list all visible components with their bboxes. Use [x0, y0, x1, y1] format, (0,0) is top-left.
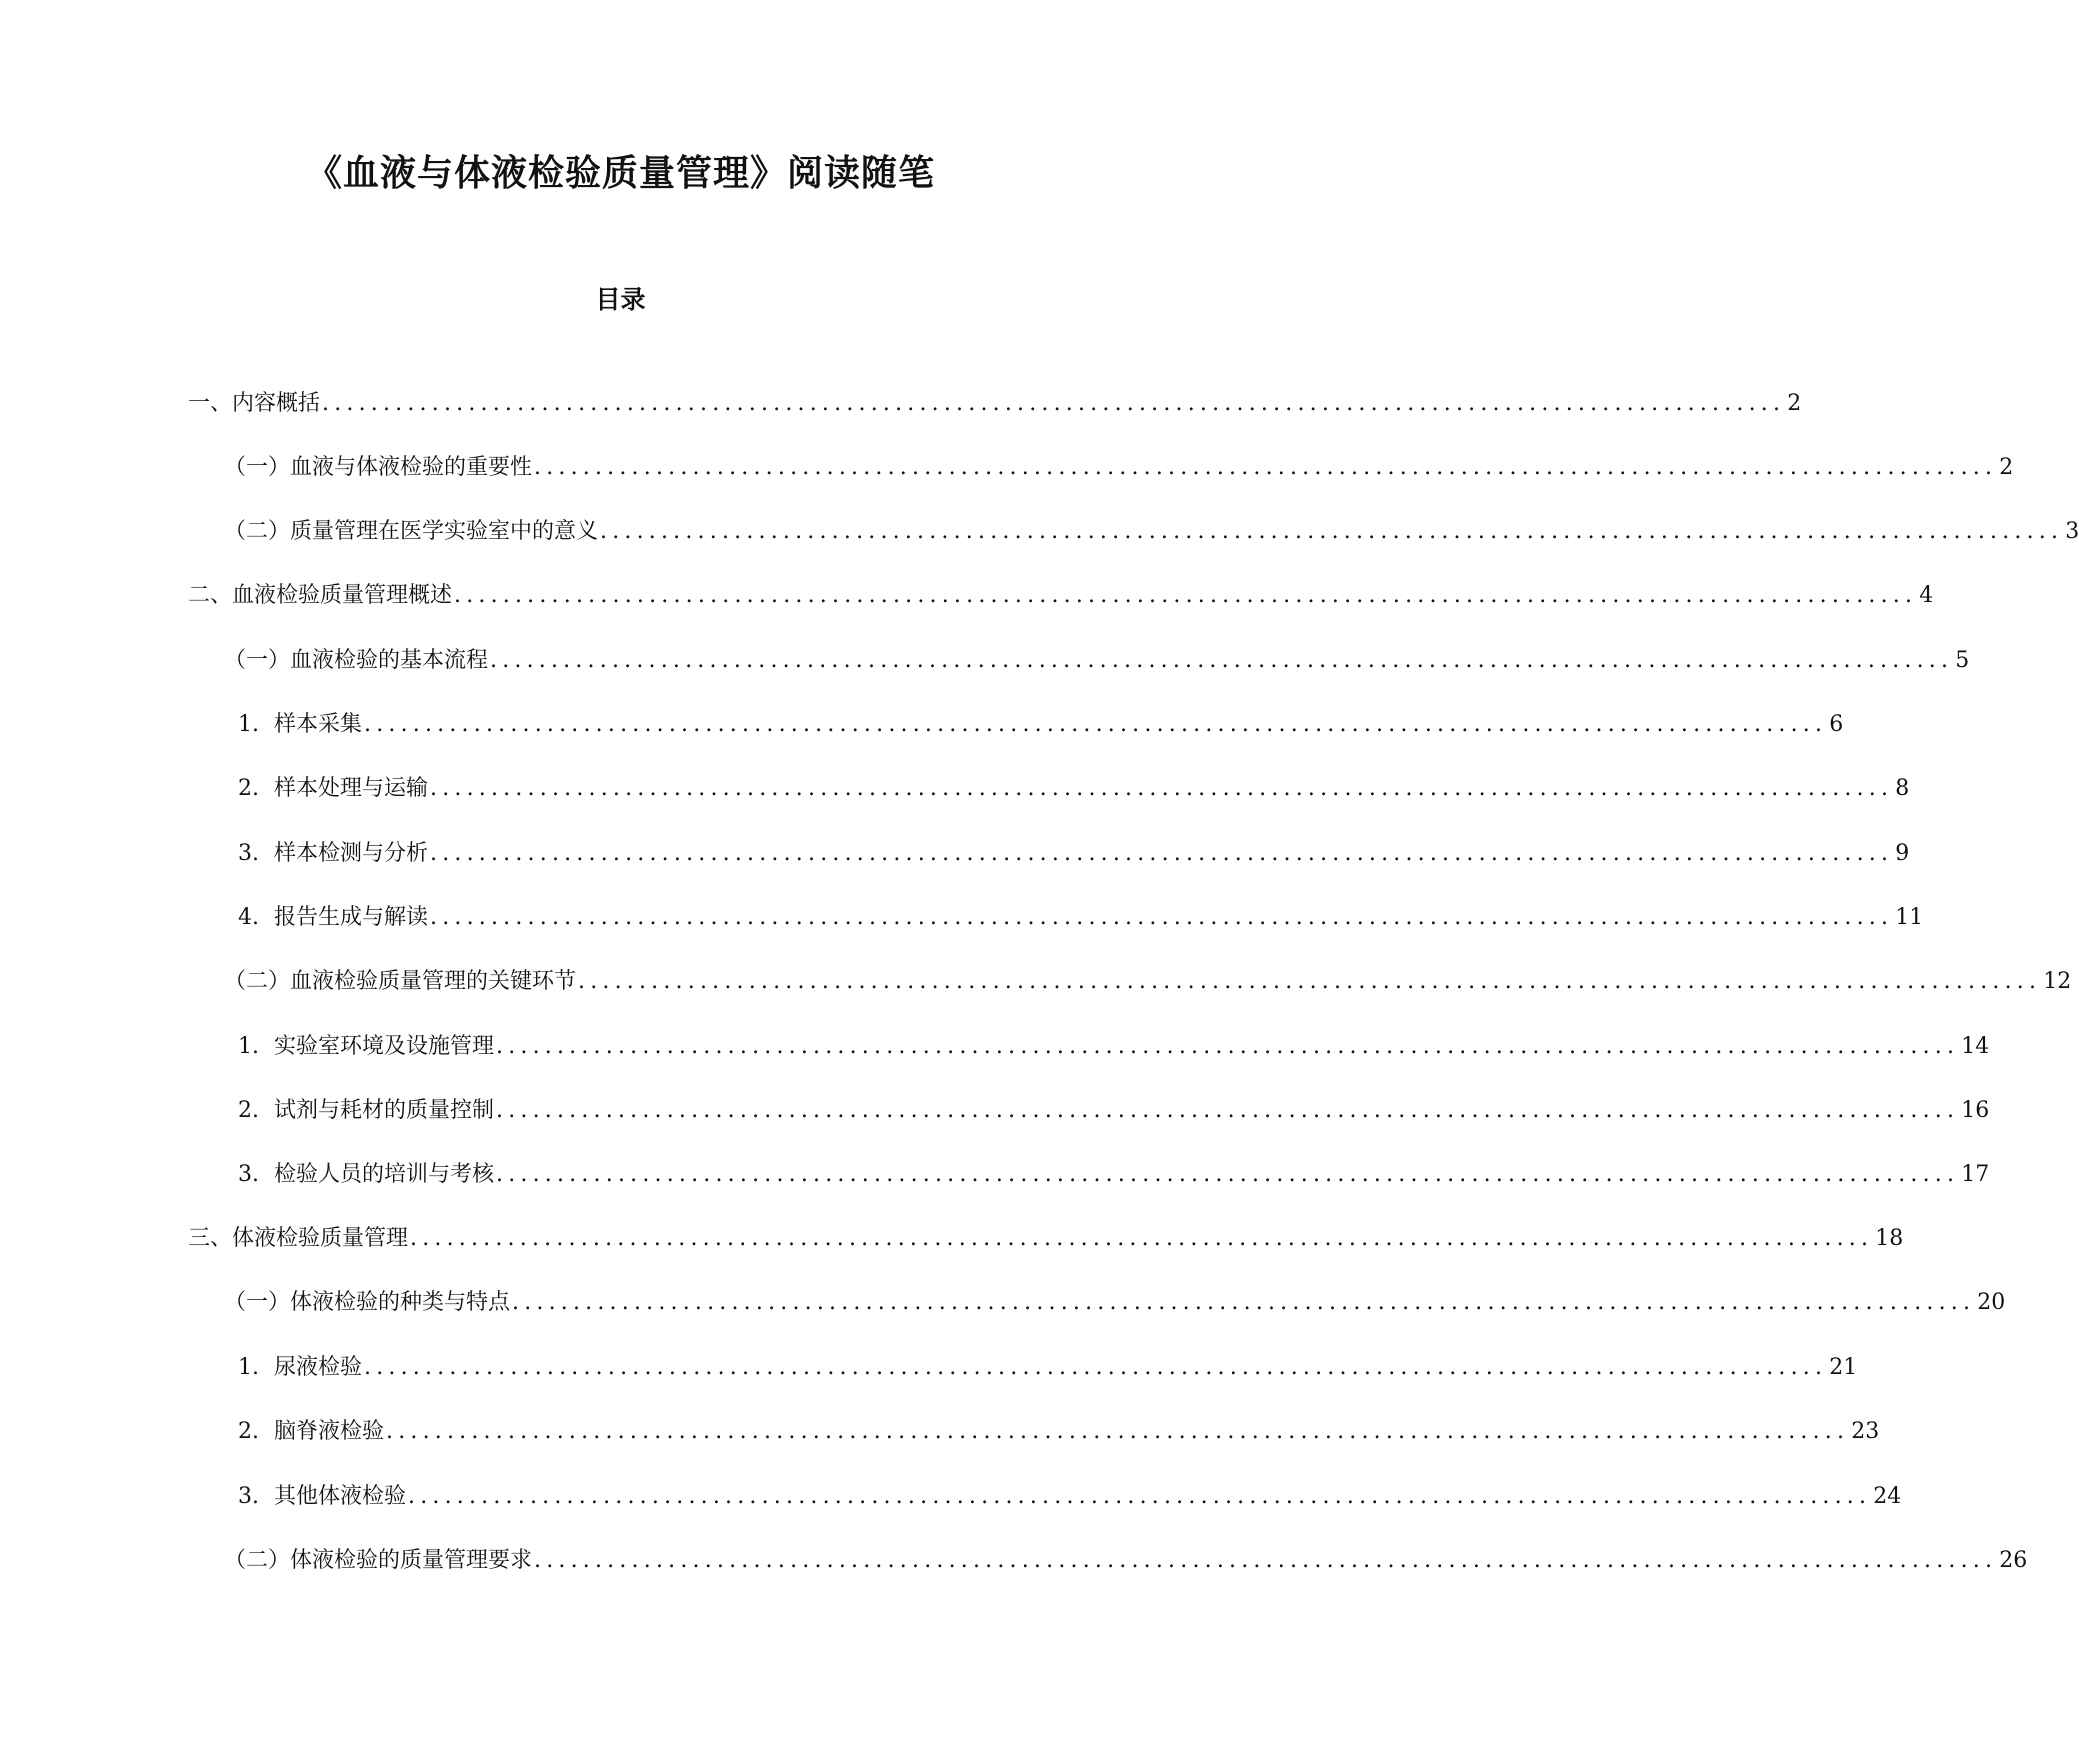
- toc-leader-dots: ........................................................................................................................: [410, 1226, 1874, 1251]
- toc-entry-label: （二）血液检验质量管理的关键环节: [224, 969, 577, 994]
- toc-entry-text: 试剂与耗材的质量控制: [274, 1098, 495, 1123]
- toc-entry-number: 4.: [238, 905, 259, 930]
- toc-entry-label: [238, 1416, 384, 1448]
- toc-entry-number: 3.: [238, 841, 259, 866]
- toc-entry-page: 18: [1875, 1226, 1904, 1251]
- toc-entry-label: [238, 709, 362, 741]
- toc-entry-text: 其他体液检验: [274, 1484, 407, 1509]
- toc-leader-dots: ........................................................................................................................: [430, 841, 1894, 866]
- toc-entry[interactable]: [238, 1031, 1990, 1063]
- toc-heading: 目录: [595, 285, 646, 314]
- toc-entry[interactable]: [224, 1545, 2028, 1577]
- toc-entry[interactable]: [224, 645, 1970, 677]
- toc-leader-dots: ........................................................................................................................: [496, 1034, 1960, 1059]
- toc-leader-dots: ........................................................................................................................: [408, 1484, 1872, 1509]
- toc-entry-text: 脑脊液检验: [274, 1419, 385, 1444]
- toc-entry[interactable]: [224, 516, 2079, 548]
- toc-leader-dots: ........................................................................................................................: [534, 1548, 1998, 1573]
- toc-entry-number: 1.: [238, 1034, 259, 1059]
- toc-entry-page: 20: [1977, 1290, 2006, 1315]
- toc-entry-page: 3: [2065, 519, 2079, 544]
- toc-entry[interactable]: [238, 1159, 1990, 1191]
- toc-entry[interactable]: [238, 902, 1924, 934]
- toc-entry-number: 2.: [238, 776, 259, 801]
- toc-entry[interactable]: [238, 773, 1910, 805]
- toc-entry-page: 17: [1961, 1162, 1990, 1187]
- toc-leader-dots: ........................................................................................................................: [454, 583, 1918, 608]
- toc-entry-page: 11: [1895, 905, 1924, 930]
- toc-entry-label: 二、血液检验质量管理概述: [188, 583, 453, 608]
- toc-entry-number: 3.: [238, 1484, 259, 1509]
- toc-entry-text: 样本检测与分析: [274, 841, 429, 866]
- toc-leader-dots: ........................................................................................................................: [364, 1355, 1828, 1380]
- toc-leader-dots: ........................................................................................................................: [578, 969, 2042, 994]
- toc-entry-text: 尿液检验: [274, 1355, 363, 1380]
- toc-leader-dots: ........................................................................................................................: [600, 519, 2064, 544]
- toc-leader-dots: ........................................................................................................................: [322, 391, 1786, 416]
- toc-entry-label: [238, 838, 428, 870]
- toc-leader-dots: ........................................................................................................................: [490, 648, 1954, 673]
- toc-entry[interactable]: [188, 1223, 1904, 1255]
- toc-leader-dots: ........................................................................................................................: [496, 1098, 1960, 1123]
- toc-entry[interactable]: [188, 388, 1802, 420]
- toc-entry[interactable]: [238, 1352, 1858, 1384]
- toc-entry-page: 8: [1895, 776, 1910, 801]
- toc-entry-number: 1.: [238, 712, 259, 737]
- toc-entry[interactable]: [238, 1416, 1880, 1448]
- toc-entry-text: 检验人员的培训与考核: [274, 1162, 495, 1187]
- toc-leader-dots: ........................................................................................................................: [430, 776, 1894, 801]
- toc-entry-label: （一）体液检验的种类与特点: [224, 1290, 511, 1315]
- toc-leader-dots: ........................................................................................................................: [364, 712, 1828, 737]
- toc-entry-page: 16: [1961, 1098, 1990, 1123]
- toc-entry-label: 三、体液检验质量管理: [188, 1226, 409, 1251]
- toc-entry-number: 3.: [238, 1162, 259, 1187]
- toc-entry-page: 24: [1873, 1484, 1902, 1509]
- toc-entry-label: [238, 902, 428, 934]
- toc-entry-page: 4: [1919, 583, 1934, 608]
- toc-entry-page: 21: [1829, 1355, 1858, 1380]
- toc-entry[interactable]: [238, 838, 1910, 870]
- toc-entry-page: 6: [1829, 712, 1844, 737]
- toc-entry-page: 23: [1851, 1419, 1880, 1444]
- toc-entry-label: [238, 1159, 494, 1191]
- toc-entry[interactable]: [188, 580, 1934, 612]
- toc-entry-number: 2.: [238, 1419, 259, 1444]
- toc-entry-label: （一）血液检验的基本流程: [224, 648, 489, 673]
- toc-entry[interactable]: [238, 1481, 1902, 1513]
- toc-entry[interactable]: [224, 452, 2014, 484]
- toc-entry-page: 9: [1895, 841, 1910, 866]
- toc-entry-label: [238, 1095, 494, 1127]
- toc-entry-text: 样本采集: [274, 712, 363, 737]
- toc-leader-dots: ........................................................................................................................: [512, 1290, 1976, 1315]
- toc-entry-page: 12: [2043, 969, 2072, 994]
- toc-entry-text: 报告生成与解读: [274, 905, 429, 930]
- toc-entry-label: （二）体液检验的质量管理要求: [224, 1548, 533, 1573]
- toc-entry-label: [238, 1352, 362, 1384]
- document-title: 《血液与体液检验质量管理》阅读随笔: [305, 152, 935, 194]
- toc-entry-page: 5: [1955, 648, 1970, 673]
- toc-entry[interactable]: [238, 709, 1844, 741]
- toc-entry-number: 1.: [238, 1355, 259, 1380]
- toc-entry-page: 2: [1787, 391, 1802, 416]
- toc-entry-label: （二）质量管理在医学实验室中的意义: [224, 519, 599, 544]
- toc-entry[interactable]: [224, 1287, 2006, 1319]
- toc-entry-label: [238, 773, 428, 805]
- toc-entry-page: 2: [1999, 455, 2014, 480]
- toc-entry-label: （一）血液与体液检验的重要性: [224, 455, 533, 480]
- toc-entry-number: 2.: [238, 1098, 259, 1123]
- toc-entry-text: 样本处理与运输: [274, 776, 429, 801]
- toc-entry[interactable]: [224, 966, 2072, 998]
- toc-entry[interactable]: [238, 1095, 1990, 1127]
- toc-entry-label: [238, 1031, 494, 1063]
- toc-leader-dots: ........................................................................................................................: [496, 1162, 1960, 1187]
- toc-entry-text: 实验室环境及设施管理: [274, 1034, 495, 1059]
- toc-leader-dots: ........................................................................................................................: [430, 905, 1894, 930]
- toc-entry-label: [238, 1481, 406, 1513]
- toc-entry-page: 26: [1999, 1548, 2028, 1573]
- toc-leader-dots: ........................................................................................................................: [386, 1419, 1850, 1444]
- toc-entry-page: 14: [1961, 1034, 1990, 1059]
- toc-entry-label: 一、内容概括: [188, 391, 321, 416]
- toc-leader-dots: ........................................................................................................................: [534, 455, 1998, 480]
